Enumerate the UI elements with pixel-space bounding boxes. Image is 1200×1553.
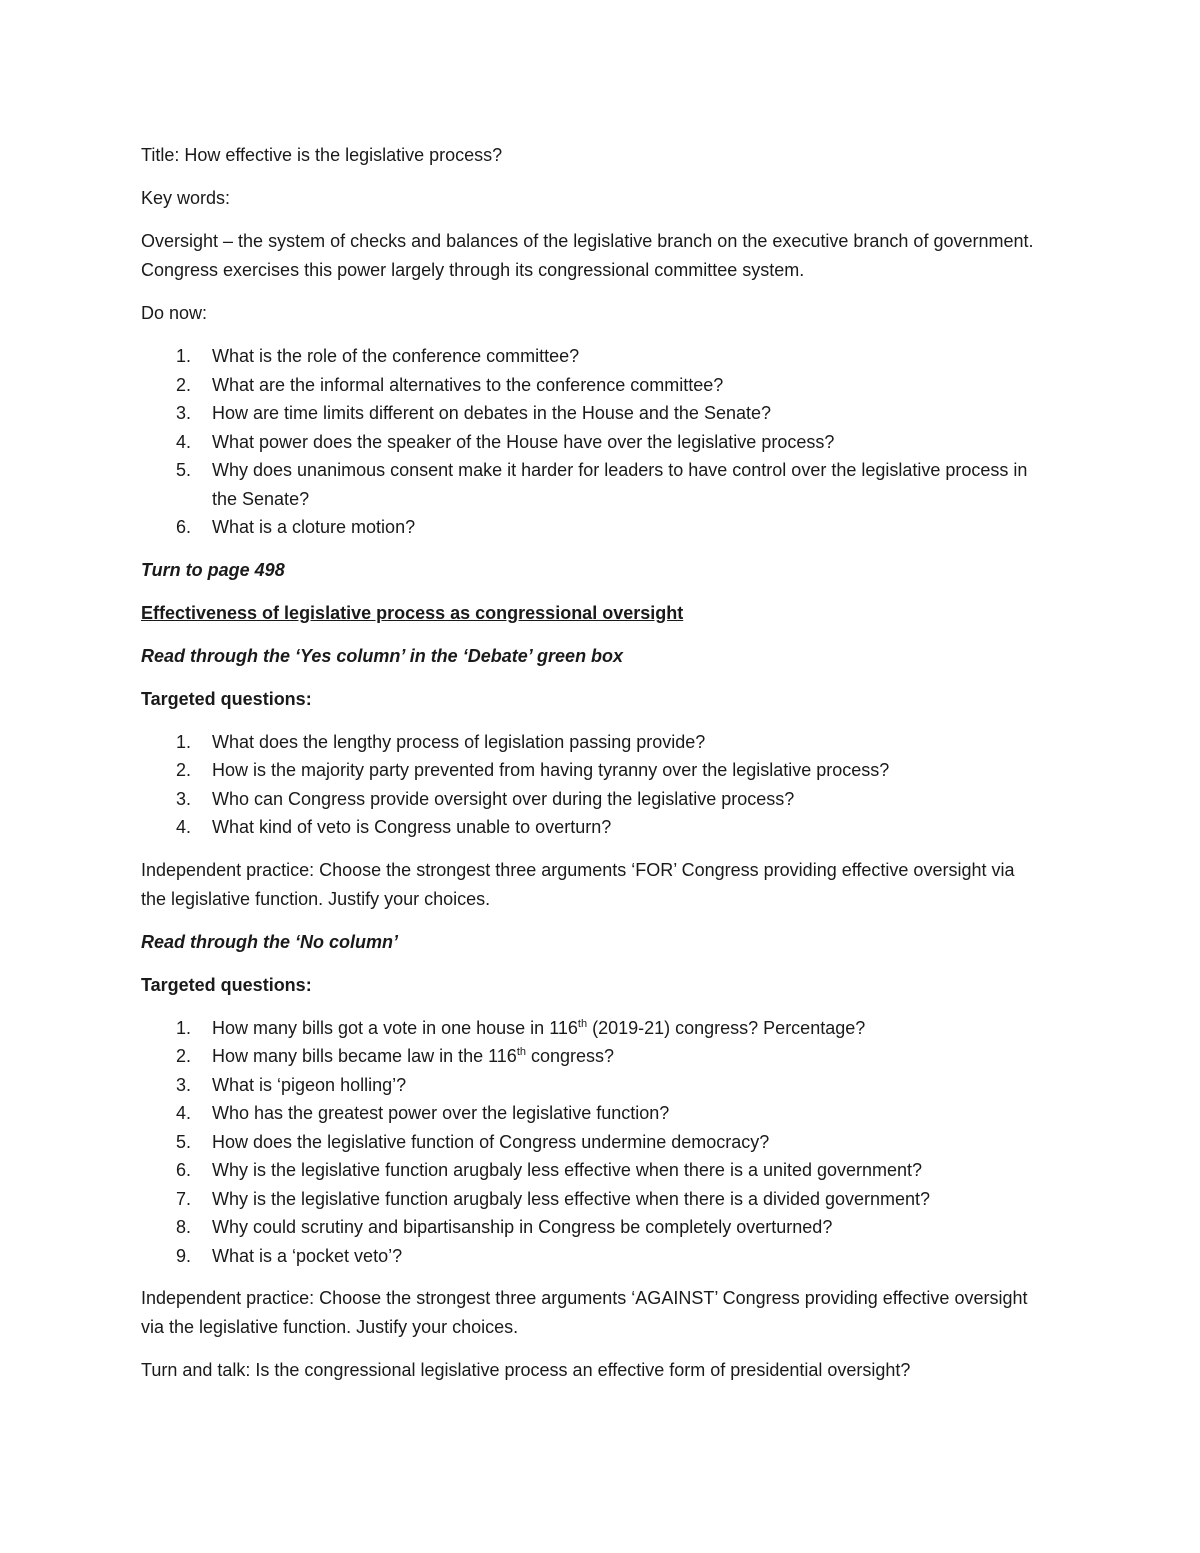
list-item: 9. What is a ‘pocket veto’? (176, 1245, 403, 1266)
list-item: 2. What are the informal alternatives to the conference committee? (176, 374, 724, 395)
list-item: 1. What does the lengthy process of legislation passing provide? (176, 731, 706, 752)
document-page (141, 141, 1041, 1399)
independent-practice-against: Independent practice: Choose the strongest three arguments ‘AGAINST’ Congress providing effective oversight via the legislative function. Justify your choices. (141, 1288, 1028, 1337)
list-item: 2. How is the majority party prevented from having tyranny over the legislative process? (176, 760, 890, 780)
list-item: 2. How many bills became law in the 116th congress? (176, 1046, 615, 1066)
yes-questions-list (141, 728, 1041, 842)
do-now-list (141, 342, 1041, 542)
turn-and-talk: Turn and talk: Is the congressional legislative process an effective form of presidential oversight? (141, 1360, 911, 1380)
section-heading: Effectiveness of legislative process as congressional oversight (141, 602, 684, 623)
list-item: 1. How many bills got a vote in one house in 116th (2019-21) congress? Percentage? (176, 1017, 866, 1038)
list-item: 5. Why does unanimous consent make it harder for leaders to have control over the legislative process in the Senate? (176, 460, 1028, 509)
list-item: 3. Who can Congress provide oversight over during the legislative process? (176, 788, 795, 809)
list-item: 4. What kind of veto is Congress unable to overturn? (176, 817, 612, 837)
list-item: 5. How does the legislative function of Congress undermine democracy? (176, 1131, 770, 1152)
targeted-questions-label: Targeted questions: (141, 974, 312, 995)
list-item: 8. Why could scrutiny and bipartisanship in Congress be completely overturned? (176, 1217, 833, 1237)
list-item: 4. Who has the greatest power over the legislative function? (176, 1103, 670, 1123)
list-item: 7. Why is the legislative function arugbaly less effective when there is a divided government? (176, 1188, 931, 1209)
list-item: 6. Why is the legislative function arugbaly less effective when there is a united government? (176, 1160, 923, 1180)
read-yes-instruction: Read through the ‘Yes column’ in the ‘Debate’ green box (141, 645, 624, 666)
read-no-instruction: Read through the ‘No column’ (141, 931, 398, 952)
document-title: Title: How effective is the legislative process? (141, 145, 503, 165)
no-questions-list (141, 1014, 1041, 1271)
list-item: 1. What is the role of the conference committee? (176, 346, 580, 366)
key-words-label: Key words: (141, 188, 231, 208)
oversight-definition: Oversight – the system of checks and balances of the legislative branch on the executive branch of government. Congress exercises this power largely through its congressional committee system. (141, 231, 1034, 280)
independent-practice-for: Independent practice: Choose the strongest three arguments ‘FOR’ Congress providing effective oversight via the legislative function. Justify your choices. (141, 859, 1015, 909)
list-item: 3. How are time limits different on debates in the House and the Senate? (176, 403, 772, 423)
turn-to-page: Turn to page 498 (141, 559, 285, 580)
do-now-label: Do now: (141, 303, 208, 323)
list-item: 3. What is ‘pigeon holling’? (176, 1074, 407, 1095)
list-item: 4. What power does the speaker of the House have over the legislative process? (176, 431, 835, 452)
list-item: 6. What is a cloture motion? (176, 517, 416, 537)
targeted-questions-label: Targeted questions: (141, 688, 312, 709)
